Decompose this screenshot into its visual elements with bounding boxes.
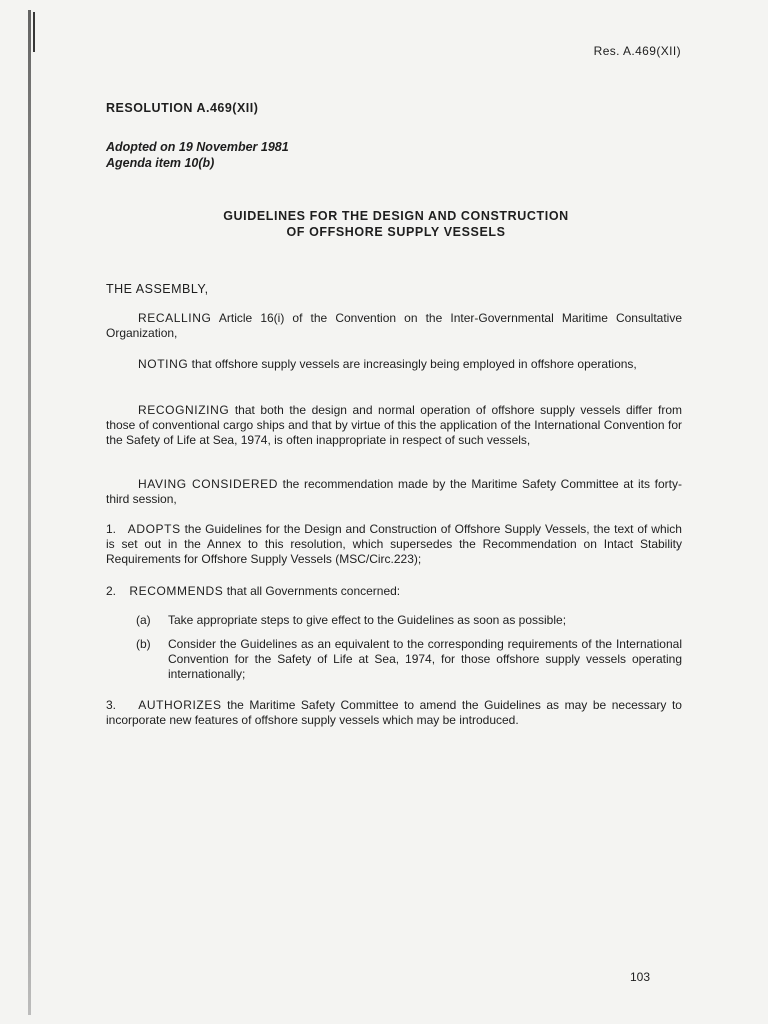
item-3-keyword: AUTHORIZES [138,698,222,712]
agenda-item: Agenda item 10(b) [106,156,215,170]
recognizing-paragraph [106,403,682,448]
resolution-title: RESOLUTION A.469(XII) [106,101,259,115]
recalling-keyword: RECALLING [138,311,212,325]
having-considered-paragraph [106,477,682,507]
adoption-info [106,139,289,171]
page-number: 103 [630,970,651,984]
document-title [106,208,686,240]
having-considered-text: the recommendation made by the Maritime Safety Committee at its forty-third session, [106,477,682,506]
adopted-date: Adopted on 19 November 1981 [106,140,289,154]
binding-edge [28,10,31,1015]
item-1-number: 1. [106,522,117,536]
item-2-text: that all Governments concerned: [226,584,401,598]
document-title-line1: GUIDELINES FOR THE DESIGN AND CONSTRUCTION [223,209,569,223]
sub-item-a-label: (a) [136,613,151,627]
recalling-text: Article 16(i) of the Convention on the Inter-Governmental Maritime Consultative Organization, [106,311,683,340]
binding-mark [33,12,35,52]
noting-paragraph [106,357,682,372]
noting-keyword: NOTING [138,357,189,371]
document-title-line2: OF OFFSHORE SUPPLY VESSELS [286,225,506,239]
sub-item-b [136,637,682,682]
item-3-paragraph [106,698,682,728]
item-1-paragraph [106,522,682,567]
sub-item-b-text: Consider the Guidelines as an equivalent to the corresponding requirements of the International Convention for the Safety of Life at Sea, 1974, for those offshore supply vessels operating internationally; [168,637,682,681]
having-considered-keyword: HAVING CONSIDERED [138,477,278,491]
recognizing-keyword: RECOGNIZING [138,403,230,417]
resolution-reference: Res. A.469(XII) [593,44,681,58]
item-3-text: the Maritime Safety Committee to amend the Guidelines as may be necessary to incorporate new features of offshore supply vessels which may be introduced. [106,698,682,727]
recalling-paragraph [106,311,682,341]
item-2-number: 2. [106,584,117,598]
item-1-text: the Guidelines for the Design and Construction of Offshore Supply Vessels, the text of which is set out in the Annex to this resolution, which supersedes the Recommendation on Intact Stability Requirements for Offshore Supply Vessels (MSC/Circ.223); [106,522,682,566]
sub-item-a-text: Take appropriate steps to give effect to the Guidelines as soon as possible; [168,613,567,627]
assembly-heading: THE ASSEMBLY, [106,282,209,296]
recognizing-text: that both the design and normal operation of offshore supply vessels differ from those of conventional cargo ships and that by virtue of this the application of the International Convention for the Safety of Life at Sea, 1974, is often inappropriate in respect of such vessels, [106,403,682,447]
item-2-keyword: RECOMMENDS [129,584,224,598]
item-1-keyword: ADOPTS [127,522,181,536]
sub-item-b-label: (b) [136,637,151,651]
noting-text: that offshore supply vessels are increasingly being employed in offshore operations, [191,357,637,371]
item-3-number: 3. [106,698,117,712]
sub-item-a [136,613,682,628]
item-2-paragraph [106,584,682,599]
